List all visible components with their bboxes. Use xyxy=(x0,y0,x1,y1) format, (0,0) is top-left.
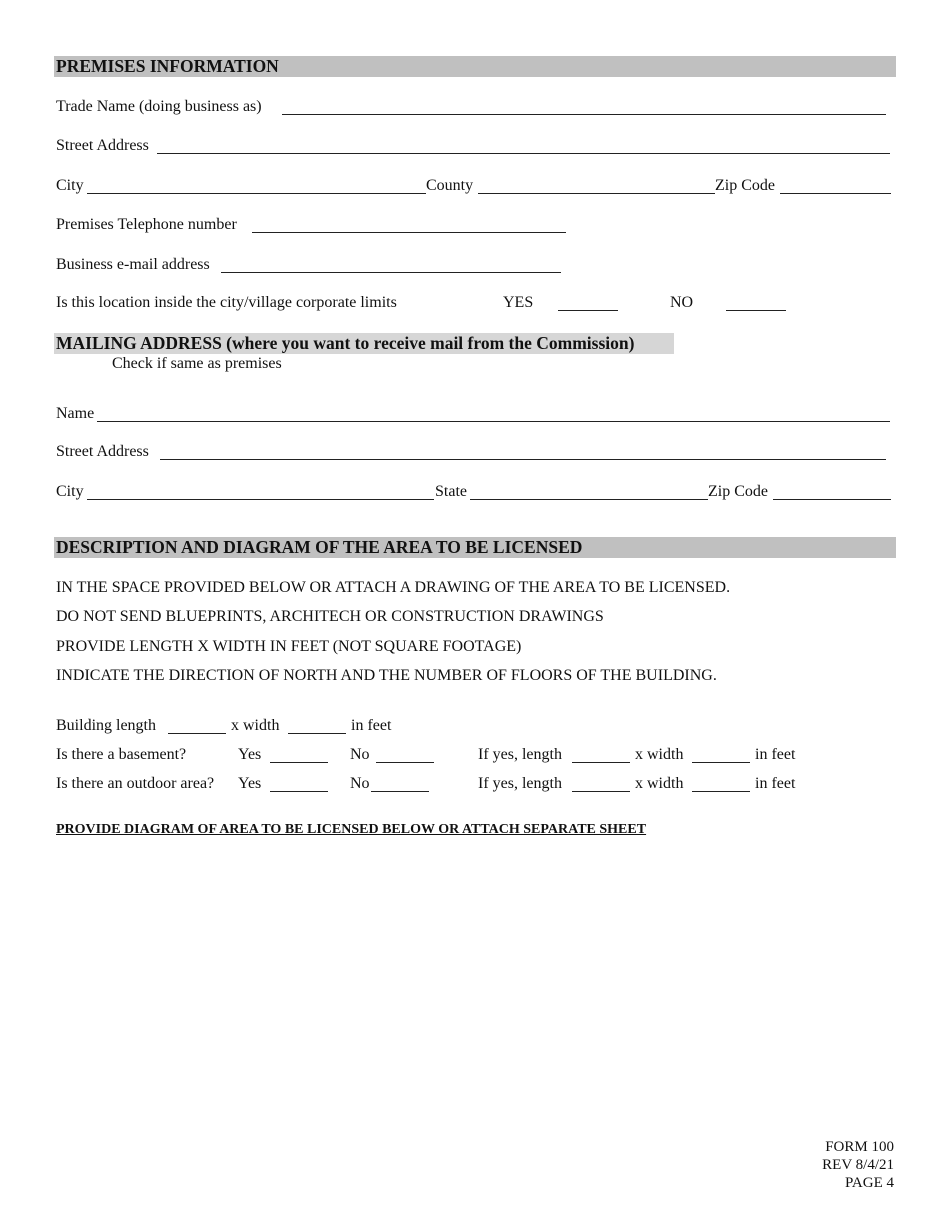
mailing-street-label: Street Address xyxy=(56,443,149,460)
outdoor-no-field[interactable] xyxy=(371,791,429,792)
phone-field[interactable] xyxy=(252,232,566,233)
mailing-street-field[interactable] xyxy=(160,459,886,460)
instruction-line: PROVIDE LENGTH X WIDTH IN FEET (NOT SQUARE FOOTAGE) xyxy=(56,638,522,655)
phone-label: Premises Telephone number xyxy=(56,216,237,233)
trade-name-field[interactable] xyxy=(282,114,886,115)
mailing-state-label: State xyxy=(435,483,467,500)
form-footer xyxy=(822,1138,894,1192)
outdoor-length-field[interactable] xyxy=(572,791,630,792)
corporate-limits-question: Is this location inside the city/village corporate limits xyxy=(56,294,397,311)
basement-if-yes-label: If yes, length xyxy=(478,746,562,763)
basement-yes-label: Yes xyxy=(238,746,262,763)
basement-length-field[interactable] xyxy=(572,762,630,763)
building-length-field[interactable] xyxy=(168,733,226,734)
street-address-field[interactable] xyxy=(157,153,890,154)
county-label: County xyxy=(426,177,474,194)
city-label: City xyxy=(56,177,84,194)
outdoor-width-field[interactable] xyxy=(692,791,750,792)
building-length-label: Building length xyxy=(56,717,156,734)
basement-yes-field[interactable] xyxy=(270,762,328,763)
premises-heading: PREMISES INFORMATION xyxy=(56,56,279,76)
trade-name-label: Trade Name (doing business as) xyxy=(56,98,262,115)
basement-x-width-label: x width xyxy=(635,746,684,763)
mailing-name-label: Name xyxy=(56,405,95,422)
outdoor-yes-field[interactable] xyxy=(270,791,328,792)
form-number: FORM 100 xyxy=(825,1139,894,1155)
outdoor-no-label: No xyxy=(350,775,370,792)
outdoor-question: Is there an outdoor area? xyxy=(56,775,215,792)
basement-width-field[interactable] xyxy=(692,762,750,763)
zip-code-label: Zip Code xyxy=(715,177,775,194)
description-heading: DESCRIPTION AND DIAGRAM OF THE AREA TO BE LICENSED xyxy=(56,537,583,557)
mailing-zip-field[interactable] xyxy=(773,499,891,500)
mailing-zip-label: Zip Code xyxy=(708,483,768,500)
zip-code-field[interactable] xyxy=(780,193,891,194)
instruction-line: DO NOT SEND BLUEPRINTS, ARCHITECH OR CONSTRUCTION DRAWINGS xyxy=(56,608,604,625)
mailing-heading: MAILING ADDRESS (where you want to receive mail from the Commission) xyxy=(56,333,635,353)
limits-no-label: NO xyxy=(670,294,694,311)
mailing-city-label: City xyxy=(56,483,84,500)
building-in-feet-label: in feet xyxy=(351,717,392,734)
outdoor-if-yes-label: If yes, length xyxy=(478,775,562,792)
mailing-name-field[interactable] xyxy=(97,421,890,422)
basement-in-feet-label: in feet xyxy=(755,746,796,763)
mailing-state-field[interactable] xyxy=(470,499,708,500)
mailing-city-field[interactable] xyxy=(87,499,434,500)
street-address-label: Street Address xyxy=(56,137,149,154)
email-field[interactable] xyxy=(221,272,561,273)
building-width-field[interactable] xyxy=(288,733,346,734)
limits-yes-field[interactable] xyxy=(558,310,618,311)
email-label: Business e-mail address xyxy=(56,256,210,273)
instruction-line: INDICATE THE DIRECTION OF NORTH AND THE NUMBER OF FLOORS OF THE BUILDING. xyxy=(56,667,717,684)
instruction-line: IN THE SPACE PROVIDED BELOW OR ATTACH A DRAWING OF THE AREA TO BE LICENSED. xyxy=(56,579,731,596)
basement-no-label: No xyxy=(350,746,370,763)
limits-yes-label: YES xyxy=(503,294,534,311)
basement-no-field[interactable] xyxy=(376,762,434,763)
same-as-premises-checkbox[interactable]: Check if same as premises xyxy=(112,355,282,372)
outdoor-in-feet-label: in feet xyxy=(755,775,796,792)
building-x-width-label: x width xyxy=(231,717,280,734)
diagram-drawing-area[interactable] xyxy=(56,850,894,1130)
limits-no-field[interactable] xyxy=(726,310,786,311)
outdoor-yes-label: Yes xyxy=(238,775,262,792)
form-revision: REV 8/4/21 xyxy=(822,1157,894,1173)
page-number: PAGE 4 xyxy=(844,1175,894,1191)
basement-question: Is there a basement? xyxy=(56,746,187,763)
diagram-note: PROVIDE DIAGRAM OF AREA TO BE LICENSED BELOW OR ATTACH SEPARATE SHEET xyxy=(56,822,647,837)
outdoor-x-width-label: x width xyxy=(635,775,684,792)
city-field[interactable] xyxy=(87,193,426,194)
county-field[interactable] xyxy=(478,193,715,194)
